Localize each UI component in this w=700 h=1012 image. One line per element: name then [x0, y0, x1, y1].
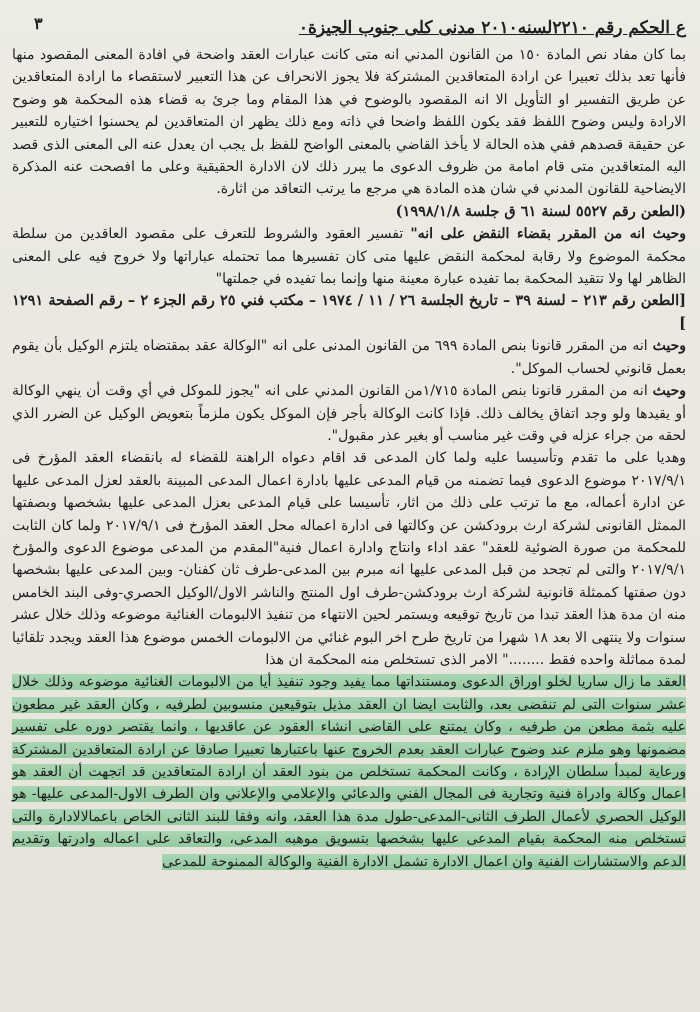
citation-appeal-213: [الطعن رقم ٢١٣ – لسنة ٣٩ – تاريخ الجلسة ٢٦ / ١١ / ١٩٧٤ – مكتب فني ٢٥ رقم الجزء ٢ – رقم الصفحة ١٢٩١ ] [12, 292, 686, 332]
paragraph-cassation-rule [12, 223, 686, 290]
paragraph-text: تفسير العقود والشروط للتعرف على مقصود العاقدين من سلطة محكمة الموضوع ولا رقابة لمحكمة النقض عليها متى كان تفسيرها مما تحتمله عباراتها ولا خروج فيه على المعنى الظاهر لها ولا تتقيد المحكمة بما تفيده عبارة معينة منها وإنما بما تفيده في جملتها" [12, 226, 686, 288]
paragraph-text: انه من المقرر قانونا بنص المادة ١/٧١٥من القانون المدني على انه "يجوز للموكل في أي وقت أن ينهي الوكالة أو يقيدها ولو وجد اتفاق يخالف ذلك. فإذا كانت الوكالة بأجر فإن الموكل يكون ملزماً بتعويض الوكيل عن الضرر الذي لحقه من جراء عزله في وقت غير مناسب أو بغير عذر مقبول". [12, 383, 686, 444]
paragraph-contract-interpretation: بما كان مفاد نص المادة ١٥٠ من القانون المدني انه متى كانت عبارات العقد واضحة في افادة المعنى المقصود منها فأنها تعد بذلك تعبيرا عن ارادة المتعاقدين المشتركة فلا يجوز الانحراف عن هذا التعبير لاستقصاء ما ارادة المتعاقدين عن طريق التفسير او التأويل الا انه المقصود بالوضوح في هذا المقام وما جرئ به قضاء هذه المحكمة هو وضوح الارادة وليس وضوح اللفظ فقد يكون اللفظ واضحا في ذاته ومع ذلك يظهر ان المتعاقدين لم يحسنوا اختياره للتعبير عن حقيقة قصدهم ففي هذه الحالة لا يأخذ القاضي بالمعنى الواضح للفظ بل يجب ان يعدل عنه الى المعنى الذى قصد اليه المتعاقدين متى قام امامة من ظروف الدعوى ما يبرر ذلك لان الادارة الحقيقية وعلى ما افصحت عنه المذكرة الايضاحية للقانون المدني في شان هذه المادة هي مرجع ما يرتب التعاقد من اثارة. [12, 47, 686, 198]
paragraph-article-699 [12, 335, 686, 380]
page-header [12, 10, 686, 44]
highlighted-text: العقد ما زال ساريا لخلو اوراق الدعوى ومستنداتها مما يفيد وجود تنفيذ أيا من الالبومات الغنائية موضوعه وذلك خلال عشر سنوات التى لم تنقضى بعد، والثابت ايضا ان العقد مذيل بتوقيعين منسوبين لطرفيه ، وكان العقد غير مطعون عليه بثمة مطعن من طرفيه ، وكان يمتنع على القاضى انشاء العقود عن عاقديها ، وانما يقتصر دوره على تفسير مضمونها وهو ملزم عند وضوح عبارات العقد بعدم الخروج عنها باعتبارها تعبيرا صادقا عن ارادة المتعاقدين المشتركة ورعاية لمبدأ سلطان الإرادة ، وكانت المحكمة تستخلص من بنود العقد أن ارادة المتعاقدين قد اتجهت أن العقد هو اعمال وكالة وادراة فنية وتجارية فى المجال الفني والدعائي والإعلامي والإعلاني وان الطرف الاول-المدعى عليها- هو الوكيل الحصري لأعمال الطرف الثانى-المدعى-طول مدة هذا العقد، وانه وفقا للبند الثانى الخاص باعمالالادارة والتى تستخلص منه المحكمة بقيام المدعى عليها بشخصها بتسويق موهبه المدعى، والتعاقد على اعماله وادرتها وتقديم الدعم والاستشارات الفنية وان اعمال الادارة تشمل الادارة الفنية والوكالة الممنوحة للمدعى [12, 674, 686, 870]
page-number: ٣ [34, 14, 43, 33]
paragraph-lead: وحيث [652, 338, 686, 355]
paragraph-text: انه من المقرر قانونا بنص المادة ٦٩٩ من القانون المدنى على انه "الوكالة عقد بمقتضاه يلتزم الوكيل بأن يقوم بعمل قانوني لحساب الموكل". [12, 338, 686, 377]
citation-appeal-5527: (الطعن رقم ٥٥٢٧ لسنة ٦١ ق جلسة ١٩٩٨/١/٨) [395, 202, 686, 220]
paragraph-article-715 [12, 380, 686, 447]
paragraph-highlighted-findings [12, 671, 686, 873]
paragraph-lead: وحيث انه من المقرر بقضاء النقض على انه" [410, 226, 686, 243]
judgment-title: ع الحكم رقم ٢٢١٠لسنه٢٠١٠ مدنى كلى جنوب الجيزة٠ [298, 18, 686, 38]
paragraph-case-facts: وهديا على ما تقدم وتأسيسا عليه ولما كان المدعى قد اقام دعواه الراهنة للقضاء له بانقضاء العقد المؤرخ فى ٢٠١٧/٩/١ موضوع الدعوى فيما تضمنه من قيام المدعى عليها بادارة اعمال المدعى المبينة بالعقد لعزل المدعى عليها عن ادارة أعماله، مع ما ترتب على ذلك من اثار، تأسيسا على قيام المدعى بعزل المدعى عليها بشخصها وبصفتها الممثل القانونى لشركة ارث برودكشن عن وكالتها فى ادارة اعماله محل العقد المؤرخ فى ٢٠١٧/٩/١ ولما كان الثابت للمحكمة من صورة الضوئية للعقد" عقد اداء وانتاج وادارة اعمال فنية"المقدم من المدعى موضوع الدعوى والمؤرخ ٢٠١٧/٩/١ والتى لم تجحد من قبل المدعى عليها انه مبرم بين المدعى-طرف ثان كفنان- وبين المدعى عليها بشخصها دون صفتها كممثلة قانونية لشركة ارث برودكشن-طرف اول المنتج والناشر الاول/الوكيل الحصري-وفى البند الخامس منه ان مدة هذا العقد تبدا من تاريخ توقيعه ويستمر لحين الانتهاء من تنفيذ الالبومات الغنائية موضوعه وذلك خلال عشر سنوات ولا ينتهى الا بعد ١٨ شهرا من تاريخ طرح اخر البوم غنائي من الالبومات الخمس موضوع هذا العقد ويجدد تلقائيا لمدة مماثلة واحده فقط ........" الامر الذى تستخلص منه المحكمة ان هذا [12, 450, 687, 668]
document-body [12, 44, 686, 873]
paragraph-lead: وحيث [652, 383, 686, 400]
